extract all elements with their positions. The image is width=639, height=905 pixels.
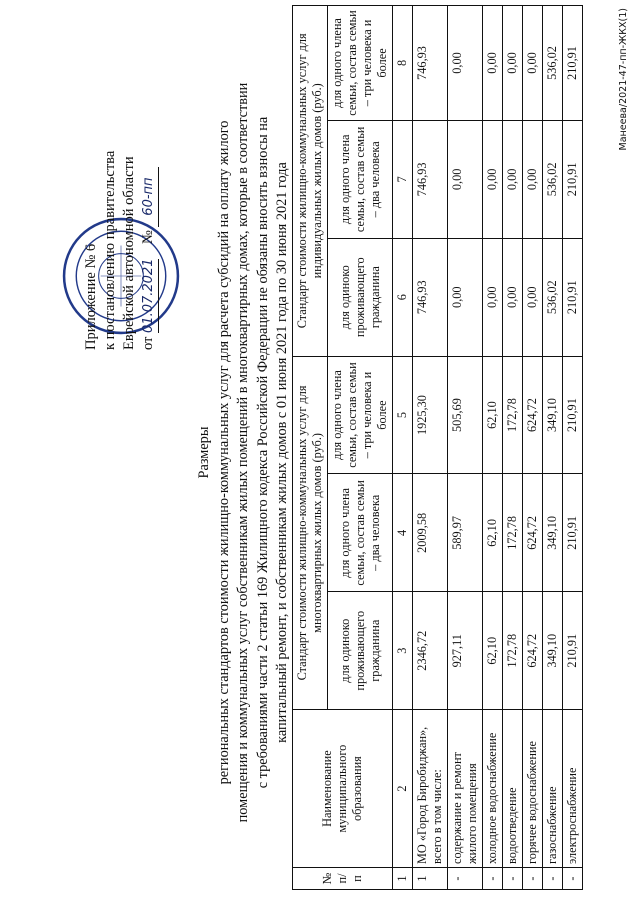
approval-line3: Еврейской автономной области [121, 156, 137, 350]
header-name: Наименование муниципального образования [293, 710, 393, 868]
approval-block [82, 20, 159, 350]
table-body [413, 6, 583, 890]
approval-line2: к постановлению правительства [102, 150, 118, 350]
title-line4: капитальный ремонт, и собственникам жилых домов с 01 июня 2021 года по 30 июня 2021 года [274, 162, 290, 743]
row-number: - [448, 868, 483, 890]
title-line1: региональных стандартов стоимости жилищно-коммунальных услуг для расчета субсидий на оплату жилого [215, 120, 232, 785]
row-value: 210,91 [563, 238, 583, 356]
row-value: 210,91 [563, 6, 583, 121]
row-name: холодное водоснабжение [483, 710, 503, 868]
col-number: 2 [393, 710, 413, 868]
header-number: № п/п [293, 868, 393, 890]
row-value: 0,00 [483, 238, 503, 356]
header-ind-two: для одного члена семьи, состав семьи – два человека [328, 120, 393, 238]
col-number: 4 [393, 474, 413, 592]
title-line3: с требованиями части 2 статьи 169 Жилищного кодекса Российской Федерации не обязаны вносить взносы на [254, 116, 271, 789]
row-number: - [563, 868, 583, 890]
row-value: 0,00 [503, 238, 523, 356]
col-number: 3 [393, 592, 413, 710]
header-ind-one: для одиноко проживающего гражданина [328, 238, 393, 356]
date-prefix: от [140, 336, 156, 350]
row-name: газоснабжение [543, 710, 563, 868]
column-number-row [393, 6, 413, 890]
table-row [503, 6, 523, 890]
col-number: 7 [393, 120, 413, 238]
row-value: 536,02 [543, 238, 563, 356]
row-number: - [483, 868, 503, 890]
row-value: 536,02 [543, 6, 563, 121]
table-row [543, 6, 563, 890]
document-title [195, 40, 293, 865]
row-value: 210,91 [563, 356, 583, 474]
row-value: 0,00 [483, 120, 503, 238]
row-value: 624,72 [523, 592, 543, 710]
approval-date-line [139, 20, 159, 350]
row-value: 172,78 [503, 592, 523, 710]
col-number: 1 [393, 868, 413, 890]
row-value: 210,91 [563, 120, 583, 238]
row-value: 0,00 [483, 6, 503, 121]
table-row [523, 6, 543, 890]
row-value: 1925,30 [413, 356, 448, 474]
approval-number: 60-пп [139, 167, 159, 227]
row-value: 746,93 [413, 238, 448, 356]
row-value: 0,00 [448, 6, 483, 121]
header-mkd-three: для одного члена семьи, состав семьи – три человека и более [328, 356, 393, 474]
row-value: 172,78 [503, 474, 523, 592]
table-row [413, 6, 448, 890]
row-value: 210,91 [563, 592, 583, 710]
approval-date: 01.07.2021 [139, 259, 159, 333]
number-prefix: № [140, 230, 156, 245]
footer-code: Манеева/2021-47-пп-ЖКХ(1) [618, 8, 629, 151]
row-name: водоотведение [503, 710, 523, 868]
row-value: 0,00 [523, 6, 543, 121]
row-value: 172,78 [503, 356, 523, 474]
row-value: 536,02 [543, 120, 563, 238]
title-line2: помещения и коммунальных услуг собственникам жилых помещений в многоквартирных домах, которые в соответствии [235, 82, 251, 823]
row-value: 746,93 [413, 6, 448, 121]
row-value: 589,97 [448, 474, 483, 592]
row-name: МО «Город Биробиджан», всего в том числе: [413, 710, 448, 868]
row-name: содержание и ремонт жилого помещения [448, 710, 483, 868]
row-number: - [543, 868, 563, 890]
row-value: 624,72 [523, 474, 543, 592]
row-value: 0,00 [503, 6, 523, 121]
row-value: 2346,72 [413, 592, 448, 710]
row-number: - [503, 868, 523, 890]
table-row [563, 6, 583, 890]
header-mkd-one: для одиноко проживающего гражданина [328, 592, 393, 710]
row-value: 62,10 [483, 356, 503, 474]
row-value: 0,00 [448, 238, 483, 356]
row-value: 0,00 [448, 120, 483, 238]
row-number: - [523, 868, 543, 890]
row-value: 746,93 [413, 120, 448, 238]
table-row [483, 6, 503, 890]
row-value: 62,10 [483, 474, 503, 592]
header-row-1 [293, 6, 328, 890]
approval-line1: Приложение № 6 [83, 243, 99, 350]
row-number: 1 [413, 868, 448, 890]
row-value: 624,72 [523, 356, 543, 474]
header-ind-three: для одного члена семьи, состав семьи – три человека и более [328, 6, 393, 121]
row-name: горячее водоснабжение [523, 710, 543, 868]
row-name: электроснабжение [563, 710, 583, 868]
table-row [448, 6, 483, 890]
row-value: 2009,58 [413, 474, 448, 592]
row-value: 0,00 [523, 120, 543, 238]
row-value: 505,69 [448, 356, 483, 474]
col-number: 5 [393, 356, 413, 474]
row-value: 210,91 [563, 474, 583, 592]
row-value: 0,00 [523, 238, 543, 356]
header-group-mkd: Стандарт стоимости жилищно-коммунальных услуг для многоквартирных жилых домов (руб.) [293, 356, 328, 710]
row-value: 927,11 [448, 592, 483, 710]
row-value: 0,00 [503, 120, 523, 238]
row-value: 349,10 [543, 356, 563, 474]
col-number: 6 [393, 238, 413, 356]
header-group-ind: Стандарт стоимости жилищно-коммунальных услуг для индивидуальных жилых домов (руб.) [293, 6, 328, 357]
standards-table [292, 5, 583, 890]
row-value: 349,10 [543, 592, 563, 710]
header-mkd-two: для одного члена семьи, состав семьи – два человека [328, 474, 393, 592]
row-value: 349,10 [543, 474, 563, 592]
title-heading: Размеры [196, 426, 212, 479]
row-value: 62,10 [483, 592, 503, 710]
col-number: 8 [393, 6, 413, 121]
